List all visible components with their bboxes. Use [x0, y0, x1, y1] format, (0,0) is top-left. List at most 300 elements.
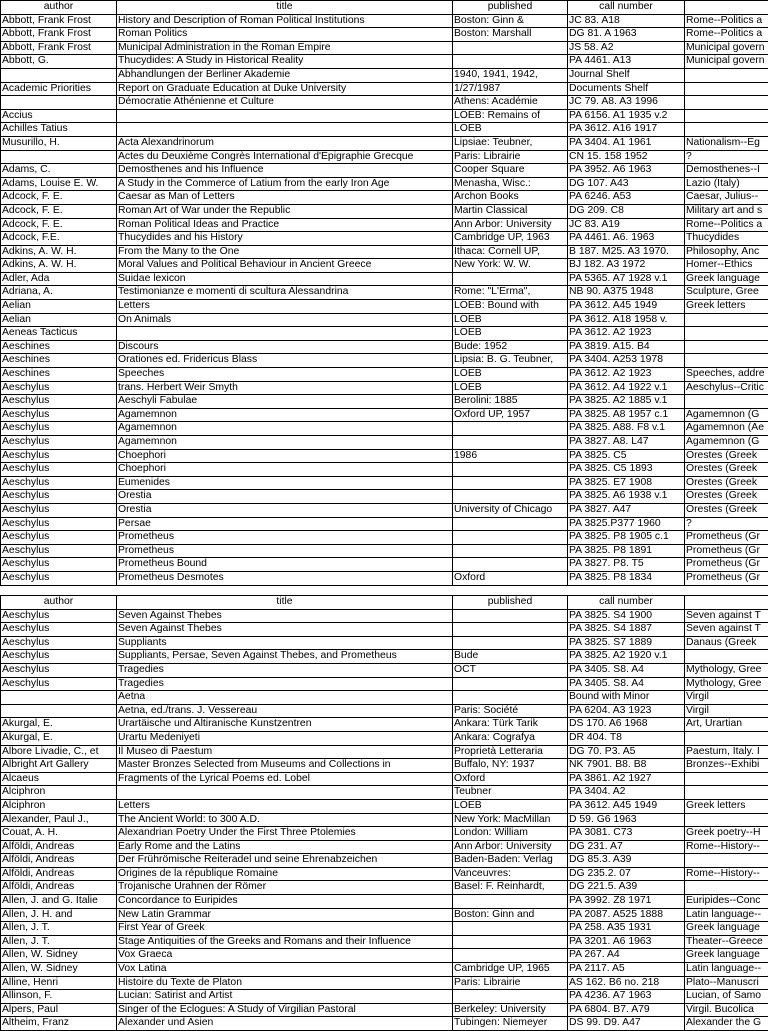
cell-published: Menasha, Wisc.:	[453, 177, 568, 191]
table-row	[1, 490, 768, 504]
cell-call-number: Bound with Minor	[568, 691, 685, 705]
cell-subject: ?	[685, 150, 768, 164]
cell-call-number: PA 3992. Z8 1971	[568, 895, 685, 909]
cell-published: LOEB	[453, 313, 568, 327]
cell-subject: Orestes (Greek	[685, 463, 768, 477]
cell-author: Alföldi, Andreas	[1, 881, 117, 895]
cell-subject	[685, 96, 768, 110]
cell-author: Allen, W. Sidney	[1, 949, 117, 963]
cell-title: Urartäische und Altiranische Kunstzentren	[117, 718, 453, 732]
table-row	[1, 164, 768, 178]
cell-call-number: DG 231. A7	[568, 840, 685, 854]
cell-title: Suppliants	[117, 636, 453, 650]
cell-subject: Orestes (Greek	[685, 490, 768, 504]
cell-call-number: PA 3405. S8. A4	[568, 677, 685, 691]
cell-title: Master Bronzes Selected from Museums and Collections in	[117, 759, 453, 773]
cell-call-number: PA 3081. C73	[568, 827, 685, 841]
table-row	[1, 908, 768, 922]
cell-published: Paris: Librairie	[453, 150, 568, 164]
table-row	[1, 300, 768, 314]
cell-title: Tragedies	[117, 677, 453, 691]
cell-call-number: DG 209. C8	[568, 204, 685, 218]
cell-subject: Caesar, Julius--	[685, 191, 768, 205]
cell-title: Eumenides	[117, 476, 453, 490]
table-row	[1, 813, 768, 827]
cell-title: Origines de la république Romaine	[117, 867, 453, 881]
table-row	[1, 55, 768, 69]
cell-published: Lipsiae: Teubner,	[453, 136, 568, 150]
cell-author: Accius	[1, 109, 117, 123]
cell-call-number: DG 70. P3. A5	[568, 745, 685, 759]
cell-subject: Philosophy, Anc	[685, 245, 768, 259]
cell-call-number: PA 3827. A47	[568, 503, 685, 517]
cell-call-number: PA 6804. B7. A79	[568, 1003, 685, 1017]
table-row	[1, 772, 768, 786]
cell-subject	[685, 731, 768, 745]
cell-author	[1, 150, 117, 164]
cell-title: From the Many to the One	[117, 245, 453, 259]
cell-title: trans. Herbert Weir Smyth	[117, 381, 453, 395]
cell-title: Alexander und Asien	[117, 1017, 453, 1031]
cell-call-number: PA 3825. C5	[568, 449, 685, 463]
cell-subject: Prometheus (Gr	[685, 531, 768, 545]
header-title: title	[117, 596, 453, 610]
cell-published: University of Chicago	[453, 503, 568, 517]
cell-call-number: PA 3404. A2	[568, 786, 685, 800]
table-row	[1, 232, 768, 246]
cell-call-number: AS 162. B6 no. 218	[568, 976, 685, 990]
table-row	[1, 1003, 768, 1017]
cell-published: Ann Arbor: University	[453, 218, 568, 232]
cell-call-number: DG 221.5. A39	[568, 881, 685, 895]
cell-title: Speeches	[117, 368, 453, 382]
cell-author: Aeschylus	[1, 609, 117, 623]
cell-subject: Greek letters	[685, 799, 768, 813]
table-row	[1, 663, 768, 677]
cell-published: 1940, 1941, 1942,	[453, 68, 568, 82]
cell-author	[1, 704, 117, 718]
cell-title: Persae	[117, 517, 453, 531]
cell-title: Agamemnon	[117, 422, 453, 436]
table-row	[1, 476, 768, 490]
cell-author: Akurgal, E.	[1, 731, 117, 745]
cell-call-number: PA 3825. A2 1885 v.1	[568, 395, 685, 409]
cell-call-number: PA 3825. A8 1957 c.1	[568, 408, 685, 422]
cell-call-number: PA 3825. E7 1908	[568, 476, 685, 490]
cell-title: Der Frührömische Reiteradel und seine Ehrenabzeichen	[117, 854, 453, 868]
cell-author: Aeneas Tacticus	[1, 327, 117, 341]
table-row	[1, 381, 768, 395]
cell-subject: Greek language	[685, 949, 768, 963]
cell-call-number: PA 4461. A13	[568, 55, 685, 69]
cell-subject: Prometheus (Gr	[685, 571, 768, 585]
cell-title	[117, 109, 453, 123]
cell-title: Actes du Deuxième Congrès International d'Épigraphie Grecque	[117, 150, 453, 164]
cell-subject	[685, 854, 768, 868]
cell-author: Academic Priorities	[1, 82, 117, 96]
cell-subject: Greek language	[685, 922, 768, 936]
cell-title: Aeschyli Fabulae	[117, 395, 453, 409]
table-row	[1, 313, 768, 327]
cell-published: New York: W. W.	[453, 259, 568, 273]
cell-subject: Prometheus (Gr	[685, 544, 768, 558]
cell-title: Suppliants, Persae, Seven Against Thebes, and Prometheus	[117, 650, 453, 664]
cell-author: Aeschylus	[1, 636, 117, 650]
cell-subject	[685, 109, 768, 123]
cell-published: Ankara: Cografya	[453, 731, 568, 745]
cell-published	[453, 476, 568, 490]
table-row	[1, 340, 768, 354]
table-row	[1, 623, 768, 637]
table-row	[1, 677, 768, 691]
cell-title: Aetna, ed./trans. J. Vessereau	[117, 704, 453, 718]
cell-published	[453, 895, 568, 909]
cell-published	[453, 422, 568, 436]
cell-subject: Danaus (Greek	[685, 636, 768, 650]
cell-call-number: PA 3827. P8. T5	[568, 558, 685, 572]
cell-call-number: PA 3825. A88. F8 v.1	[568, 422, 685, 436]
cell-call-number: PA 3825. A2 1920 v.1	[568, 650, 685, 664]
cell-author: Aeschylus	[1, 517, 117, 531]
cell-call-number: PA 3825. P8 1891	[568, 544, 685, 558]
cell-title: On Animals	[117, 313, 453, 327]
cell-author: Adcock, F. E.	[1, 204, 117, 218]
cell-published: Ankara: Türk Tarik	[453, 718, 568, 732]
cell-subject: Demosthenes--I	[685, 164, 768, 178]
header-author: author	[1, 1, 117, 15]
cell-author: Allen, J. T.	[1, 922, 117, 936]
cell-title: Suidae lexicon	[117, 272, 453, 286]
cell-subject	[685, 772, 768, 786]
cell-subject: Speeches, addre	[685, 368, 768, 382]
cell-subject	[685, 82, 768, 96]
cell-published: Boston: Ginn and	[453, 908, 568, 922]
cell-call-number: PA 4236. A7 1963	[568, 990, 685, 1004]
cell-published	[453, 55, 568, 69]
cell-subject: Homer--Ethics	[685, 259, 768, 273]
table-row	[1, 922, 768, 936]
cell-published: Berolini: 1885	[453, 395, 568, 409]
table-row	[1, 327, 768, 341]
cell-author: Allen, W. Sidney	[1, 963, 117, 977]
cell-subject	[685, 340, 768, 354]
cell-published	[453, 609, 568, 623]
cell-subject: Prometheus (Gr	[685, 558, 768, 572]
cell-published	[453, 558, 568, 572]
cell-published: New York: MacMillan	[453, 813, 568, 827]
cell-published	[453, 544, 568, 558]
cell-author: Alpers, Paul	[1, 1003, 117, 1017]
cell-call-number: Documents Shelf	[568, 82, 685, 96]
cell-author: Alciphron	[1, 786, 117, 800]
cell-title: Discours	[117, 340, 453, 354]
cell-author: Adcock, F.E.	[1, 232, 117, 246]
cell-author: Aeschylus	[1, 476, 117, 490]
cell-title: Orestia	[117, 503, 453, 517]
table-row	[1, 881, 768, 895]
cell-subject: Euripides--Conc	[685, 895, 768, 909]
cell-subject: Seven against T	[685, 609, 768, 623]
cell-published: LOEB	[453, 327, 568, 341]
cell-author: Aelian	[1, 313, 117, 327]
table-row	[1, 531, 768, 545]
table-row	[1, 177, 768, 191]
cell-published	[453, 623, 568, 637]
cell-subject	[685, 68, 768, 82]
cell-published: London: William	[453, 827, 568, 841]
table-row	[1, 963, 768, 977]
cell-published: Archon Books	[453, 191, 568, 205]
cell-subject: Lucian, of Samo	[685, 990, 768, 1004]
cell-published: LOEB	[453, 123, 568, 137]
cell-published: Bude: 1952	[453, 340, 568, 354]
cell-subject: Lazio (Italy)	[685, 177, 768, 191]
table-row	[1, 245, 768, 259]
header-title: title	[117, 1, 453, 15]
cell-call-number: PA 3201. A6 1963	[568, 935, 685, 949]
cell-call-number: PA 5365. A7 1928 v.1	[568, 272, 685, 286]
cell-call-number: DS 170. A6 1968	[568, 718, 685, 732]
cell-title: Moral Values and Political Behaviour in Ancient Greece	[117, 259, 453, 273]
cell-title: Il Museo di Paestum	[117, 745, 453, 759]
cell-published: Boston: Ginn &	[453, 14, 568, 28]
cell-title	[117, 327, 453, 341]
cell-author: Alföldi, Andreas	[1, 867, 117, 881]
cell-title: Thucydides: A Study in Historical Reality	[117, 55, 453, 69]
cell-author: Aelian	[1, 300, 117, 314]
cell-call-number: DG 81. A 1963	[568, 28, 685, 42]
cell-subject: Nationalism--Eg	[685, 136, 768, 150]
cell-author	[1, 96, 117, 110]
cell-title: Agamemnon	[117, 436, 453, 450]
cell-published: Oxford UP, 1957	[453, 408, 568, 422]
table-row	[1, 544, 768, 558]
catalog-table-2	[0, 595, 768, 1031]
header-published: published	[453, 1, 568, 15]
cell-subject: Thucydides	[685, 232, 768, 246]
cell-published	[453, 490, 568, 504]
cell-title: Report on Graduate Education at Duke University	[117, 82, 453, 96]
cell-author: Adams, C.	[1, 164, 117, 178]
cell-subject	[685, 786, 768, 800]
table-body	[1, 609, 768, 1030]
header-author: author	[1, 596, 117, 610]
cell-title: Thucydides and his History	[117, 232, 453, 246]
cell-subject	[685, 813, 768, 827]
cell-author: Abbott, G.	[1, 55, 117, 69]
cell-published	[453, 677, 568, 691]
cell-author: Adkins, A. W. H.	[1, 245, 117, 259]
cell-call-number: BJ 182. A3 1972	[568, 259, 685, 273]
cell-subject: Mythology, Gree	[685, 663, 768, 677]
cell-call-number: PA 3405. S8. A4	[568, 663, 685, 677]
table-row	[1, 718, 768, 732]
cell-published: LOEB	[453, 368, 568, 382]
cell-call-number: NB 90. A375 1948	[568, 286, 685, 300]
cell-author: Aeschylus	[1, 544, 117, 558]
cell-published: 1986	[453, 449, 568, 463]
cell-published	[453, 949, 568, 963]
cell-subject	[685, 650, 768, 664]
cell-call-number: B 187. M25. A3 1970.	[568, 245, 685, 259]
table-row	[1, 436, 768, 450]
cell-title: Early Rome and the Latins	[117, 840, 453, 854]
cell-subject: Virgil	[685, 704, 768, 718]
cell-call-number: PA 3825. P8 1834	[568, 571, 685, 585]
cell-title: Vox Latina	[117, 963, 453, 977]
cell-call-number: PA 3612. A4 1922 v.1	[568, 381, 685, 395]
cell-subject: Greek letters	[685, 300, 768, 314]
cell-published	[453, 691, 568, 705]
cell-author: Aeschylus	[1, 503, 117, 517]
table-row	[1, 354, 768, 368]
cell-subject: Agamemnon (G	[685, 408, 768, 422]
cell-published: Athens: Académie	[453, 96, 568, 110]
cell-title: Seven Against Thebes	[117, 609, 453, 623]
cell-published: LOEB: Bound with	[453, 300, 568, 314]
cell-title: A Study in the Commerce of Latium from the early Iron Age	[117, 177, 453, 191]
cell-title: Roman Art of War under the Republic	[117, 204, 453, 218]
cell-subject	[685, 354, 768, 368]
table-row	[1, 558, 768, 572]
cell-call-number: PA 3861. A2 1927	[568, 772, 685, 786]
cell-call-number: PA 3612. A2 1923	[568, 327, 685, 341]
cell-title: Urartu Medeniyeti	[117, 731, 453, 745]
cell-published	[453, 922, 568, 936]
cell-published: Teubner	[453, 786, 568, 800]
cell-subject: Agamemnon (Ae	[685, 422, 768, 436]
cell-published: Boston: Marshall	[453, 28, 568, 42]
cell-author: Allen, J. and G. Italie	[1, 895, 117, 909]
cell-title: Fragments of the Lyrical Poems ed. Lobel	[117, 772, 453, 786]
cell-author: Aeschylus	[1, 650, 117, 664]
cell-subject: Latin language--	[685, 908, 768, 922]
cell-published: Proprietà Letteraria	[453, 745, 568, 759]
cell-published: Lipsia: B. G. Teubner,	[453, 354, 568, 368]
cell-published: Paris: Librairie	[453, 976, 568, 990]
cell-title: Stage Antiquities of the Greeks and Romans and their Influence	[117, 935, 453, 949]
cell-published: Basel: F. Reinhardt,	[453, 881, 568, 895]
cell-subject: Virgil. Bucolica	[685, 1003, 768, 1017]
cell-author: Aeschylus	[1, 395, 117, 409]
cell-published: Cambridge UP, 1965	[453, 963, 568, 977]
cell-subject: Sculpture, Gree	[685, 286, 768, 300]
cell-title: New Latin Grammar	[117, 908, 453, 922]
cell-published: Cambridge UP, 1963	[453, 232, 568, 246]
cell-published	[453, 990, 568, 1004]
cell-title: Letters	[117, 300, 453, 314]
cell-call-number: PA 3819. A15. B4	[568, 340, 685, 354]
table-row	[1, 218, 768, 232]
cell-author: Aeschylus	[1, 663, 117, 677]
cell-title: Histoire du Texte de Platon	[117, 976, 453, 990]
cell-published: 1/27/1987	[453, 82, 568, 96]
cell-subject	[685, 395, 768, 409]
cell-subject: Latin language--	[685, 963, 768, 977]
cell-title: Demosthenes and his Influence	[117, 164, 453, 178]
cell-author: Achilles Tatius	[1, 123, 117, 137]
cell-title: Choephori	[117, 463, 453, 477]
cell-call-number: PA 3825. S7 1889	[568, 636, 685, 650]
table-row	[1, 204, 768, 218]
cell-title: Lucian: Satirist and Artist	[117, 990, 453, 1004]
cell-published: Ann Arbor: University	[453, 840, 568, 854]
cell-call-number: PA 2087. A525 1888	[568, 908, 685, 922]
cell-published: Bude	[453, 650, 568, 664]
cell-call-number: PA 3952. A6 1963	[568, 164, 685, 178]
table-row	[1, 422, 768, 436]
cell-author: Aeschylus	[1, 490, 117, 504]
cell-published: Cooper Square	[453, 164, 568, 178]
cell-author: Allinson, F.	[1, 990, 117, 1004]
cell-title: Prometheus	[117, 544, 453, 558]
cell-call-number: PA 3825. S4 1900	[568, 609, 685, 623]
cell-author: Musurillo, H.	[1, 136, 117, 150]
cell-author: Altheim, Franz	[1, 1017, 117, 1031]
cell-published: LOEB: Remains of	[453, 109, 568, 123]
table-row	[1, 368, 768, 382]
cell-subject: Military art and s	[685, 204, 768, 218]
cell-author: Aeschylus	[1, 623, 117, 637]
cell-author: Alline, Henri	[1, 976, 117, 990]
cell-title: Alexandrian Poetry Under the First Three Ptolemies	[117, 827, 453, 841]
table-row	[1, 449, 768, 463]
table-row	[1, 827, 768, 841]
cell-published: Tubingen: Niemeyer	[453, 1017, 568, 1031]
cell-call-number: PA 3825. P8 1905 c.1	[568, 531, 685, 545]
cell-author: Aeschylus	[1, 677, 117, 691]
cell-call-number: JC 79. A8. A3 1996	[568, 96, 685, 110]
cell-call-number: D 59. G6 1963	[568, 813, 685, 827]
table-row	[1, 745, 768, 759]
cell-call-number: PA 6156. A1 1935 v.2	[568, 109, 685, 123]
cell-subject: Aeschylus--Critic	[685, 381, 768, 395]
cell-author	[1, 68, 117, 82]
cell-author	[1, 691, 117, 705]
cell-title: Orestia	[117, 490, 453, 504]
cell-title: Acta Alexandrinorum	[117, 136, 453, 150]
cell-title: Roman Politics	[117, 28, 453, 42]
cell-subject: Orestes (Greek	[685, 476, 768, 490]
cell-author: Aeschylus	[1, 558, 117, 572]
cell-subject	[685, 881, 768, 895]
table-row	[1, 395, 768, 409]
cell-title: Vox Graeca	[117, 949, 453, 963]
table-row	[1, 854, 768, 868]
cell-author: Adams, Louise E. W.	[1, 177, 117, 191]
cell-title: Testimonianze e momenti di scultura Alessandrina	[117, 286, 453, 300]
cell-call-number: PA 4461. A6. 1963	[568, 232, 685, 246]
cell-subject	[685, 313, 768, 327]
cell-author: Adler, Ada	[1, 272, 117, 286]
table-row	[1, 68, 768, 82]
cell-published: LOEB	[453, 799, 568, 813]
cell-title: Singer of the Eclogues: A Study of Virgilian Pastoral	[117, 1003, 453, 1017]
table-row	[1, 650, 768, 664]
cell-call-number: PA 267. A4	[568, 949, 685, 963]
cell-published: Vanceuvres:	[453, 867, 568, 881]
cell-title	[117, 123, 453, 137]
header-call-number: call number	[568, 1, 685, 15]
cell-author: Aeschylus	[1, 381, 117, 395]
cell-published: Berkeley: University	[453, 1003, 568, 1017]
table-row	[1, 759, 768, 773]
cell-subject: Art, Urartian	[685, 718, 768, 732]
cell-call-number: NK 7901. B8. B8	[568, 759, 685, 773]
table-row	[1, 976, 768, 990]
cell-title: Prometheus Bound	[117, 558, 453, 572]
cell-published: Buffalo, NY: 1937	[453, 759, 568, 773]
